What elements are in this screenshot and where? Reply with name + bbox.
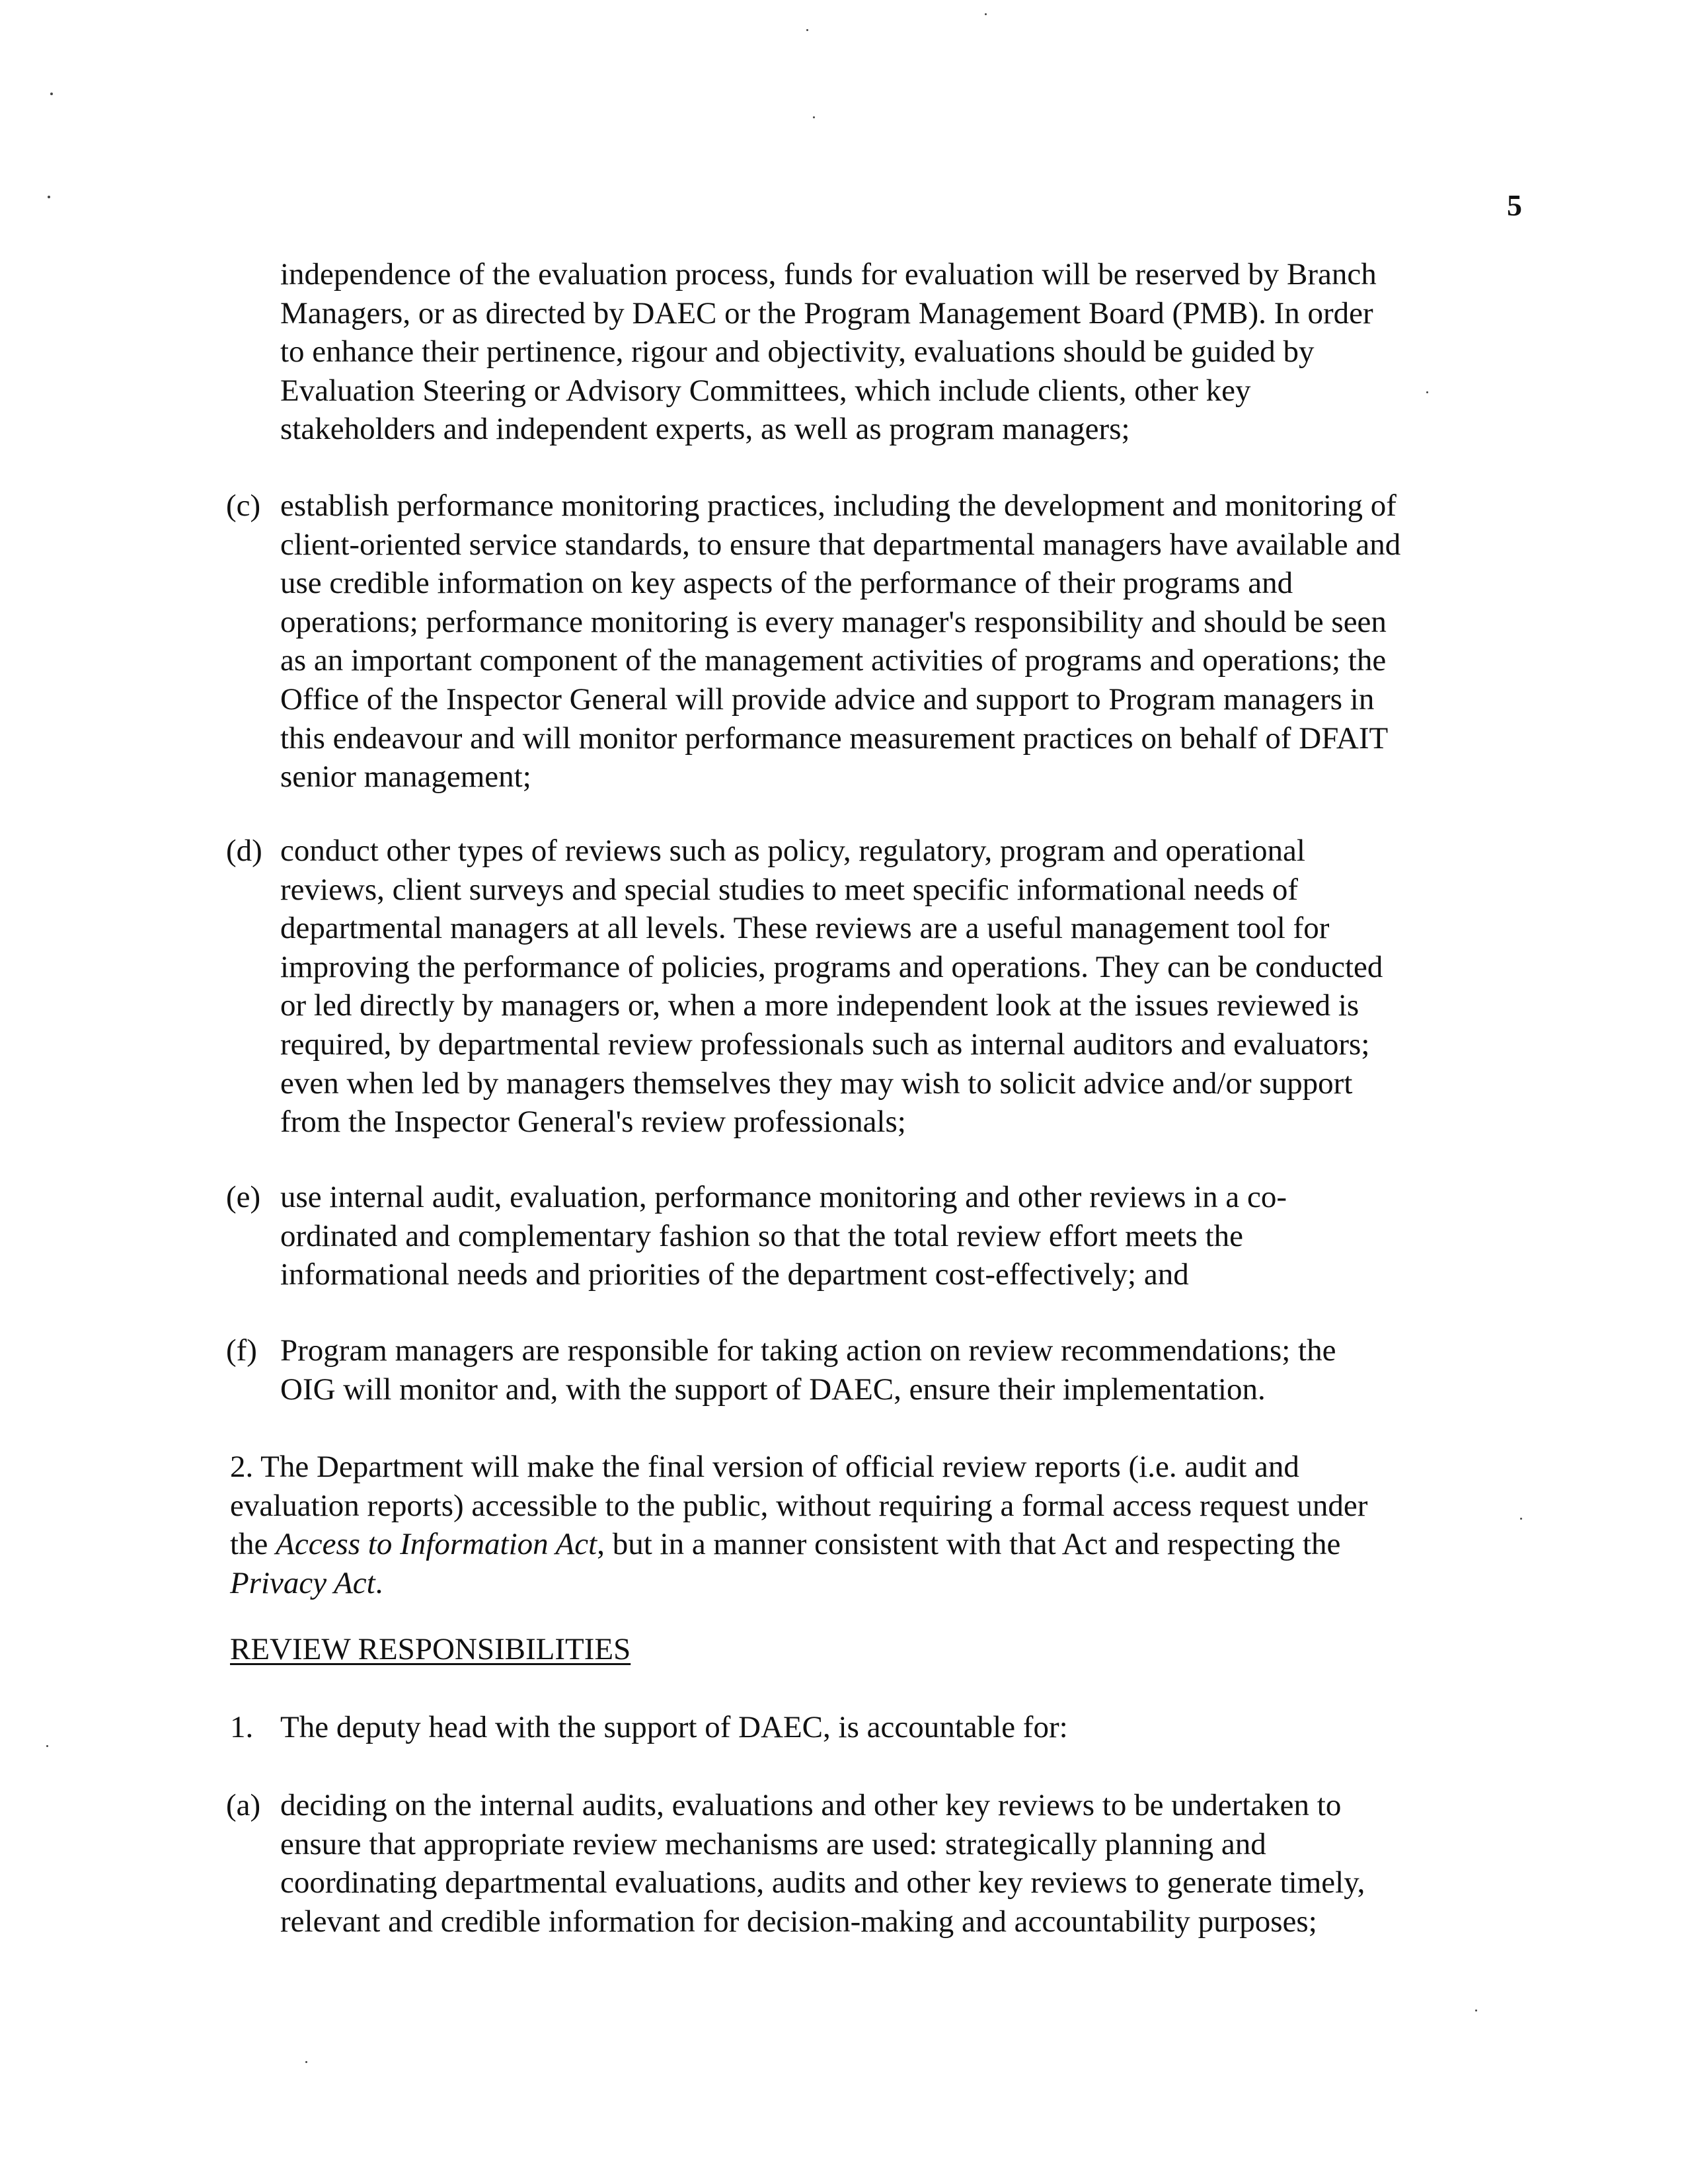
scan-speck	[50, 93, 53, 95]
text-line: ordinated and complementary fashion so that the total review effort meets the	[280, 1218, 1243, 1253]
paragraph-2	[230, 1448, 1367, 1602]
item-a-text	[280, 1786, 1365, 1941]
text-line: use internal audit, evaluation, performance monitoring and other reviews in a co-	[280, 1180, 1287, 1214]
text-line: independence of the evaluation process, funds for evaluation will be reserved by Branch	[280, 257, 1377, 292]
item-f-text	[280, 1331, 1336, 1409]
text-line: required, by departmental review professionals such as internal auditors and evaluators;	[280, 1027, 1370, 1062]
item-1-text: The deputy head with the support of DAEC, is accountable for:	[280, 1710, 1068, 1744]
text-line: evaluation reports) accessible to the public, without requiring a formal access request under	[230, 1488, 1368, 1523]
text-line: informational needs and priorities of the department cost-effectively; and	[280, 1257, 1189, 1292]
text-line: as an important component of the management activities of programs and operations; the	[280, 643, 1387, 678]
text-run: the	[230, 1527, 276, 1562]
scan-speck	[1426, 391, 1428, 393]
text-line: this endeavour and will monitor performance measurement practices on behalf of DFAIT	[280, 721, 1389, 756]
text-line: operations; performance monitoring is every manager's responsibility and should be seen	[280, 604, 1387, 639]
text-line: stakeholders and independent experts, as well as program managers;	[280, 412, 1130, 447]
text-line: 2. The Department will make the final version of official review reports (i.e. audit and	[230, 1450, 1299, 1484]
item-d-label: (d)	[226, 834, 262, 868]
act-title-privacy: Privacy Act	[230, 1565, 375, 1600]
text-run: .	[375, 1565, 383, 1600]
item-d-text	[280, 832, 1383, 1142]
text-run: , but in a manner consistent with that Act and respecting the	[597, 1527, 1341, 1562]
item-1-label: 1.	[230, 1710, 254, 1744]
item-c-text	[280, 487, 1400, 797]
text-line: Office of the Inspector General will provide advice and support to Program managers in	[280, 682, 1375, 717]
item-e-text	[280, 1178, 1287, 1294]
text-line	[230, 1525, 1367, 1564]
text-line: Managers, or as directed by DAEC or the Program Management Board (PMB). In order	[280, 295, 1373, 331]
text-line: coordinating departmental evaluations, audits and other key reviews to generate timely,	[280, 1865, 1365, 1900]
text-line: from the Inspector General's review professionals;	[280, 1105, 906, 1140]
scan-speck	[305, 2061, 307, 2063]
text-line: use credible information on key aspects of the performance of their programs and	[280, 566, 1293, 601]
paragraph-b-continuation	[280, 255, 1377, 449]
text-line: conduct other types of reviews such as policy, regulatory, program and operational	[280, 834, 1305, 868]
text-line: establish performance monitoring practices, including the development and monitoring of	[280, 488, 1397, 523]
scan-speck	[985, 13, 987, 15]
text-line: ensure that appropriate review mechanisms are used: strategically planning and	[280, 1826, 1266, 1861]
scan-speck	[813, 116, 815, 118]
text-line: relevant and credible information for decision-making and accountability purposes;	[280, 1904, 1317, 1939]
text-line: deciding on the internal audits, evaluations and other key reviews to be undertaken to	[280, 1788, 1342, 1822]
text-line: even when led by managers themselves they may wish to solicit advice and/or support	[280, 1066, 1353, 1101]
page-number: 5	[1507, 188, 1522, 222]
text-line: OIG will monitor and, with the support of DAEC, ensure their implementation.	[280, 1372, 1266, 1407]
scan-speck	[48, 196, 50, 198]
item-c-label: (c)	[226, 488, 261, 523]
text-line: reviews, client surveys and special studies to meet specific informational needs of	[280, 872, 1299, 907]
text-line: departmental managers at all levels. These reviews are a useful management tool for	[280, 911, 1330, 946]
scan-speck	[1520, 1518, 1522, 1520]
text-line: Evaluation Steering or Advisory Committees, which include clients, other key	[280, 373, 1251, 408]
text-line	[230, 1564, 1367, 1603]
scan-speck	[46, 1745, 48, 1747]
section-heading: REVIEW RESPONSIBILITIES	[230, 1632, 631, 1666]
act-title-access-to-information: Access to Information Act	[276, 1527, 597, 1562]
scan-speck	[806, 29, 808, 31]
item-a-label: (a)	[226, 1788, 261, 1822]
text-line: senior management;	[280, 760, 531, 795]
scan-speck	[1475, 2009, 1477, 2011]
text-line: improving the performance of policies, programs and operations. They can be conducted	[280, 949, 1383, 984]
text-line: client-oriented service standards, to ensure that departmental managers have available and	[280, 527, 1401, 562]
item-e-label: (e)	[226, 1180, 261, 1214]
text-line: Program managers are responsible for taking action on review recommendations; the	[280, 1333, 1336, 1368]
text-line: or led directly by managers or, when a more independent look at the issues reviewed is	[280, 988, 1359, 1023]
text-line: to enhance their pertinence, rigour and objectivity, evaluations should be guided by	[280, 334, 1315, 370]
item-f-label: (f)	[226, 1333, 257, 1368]
